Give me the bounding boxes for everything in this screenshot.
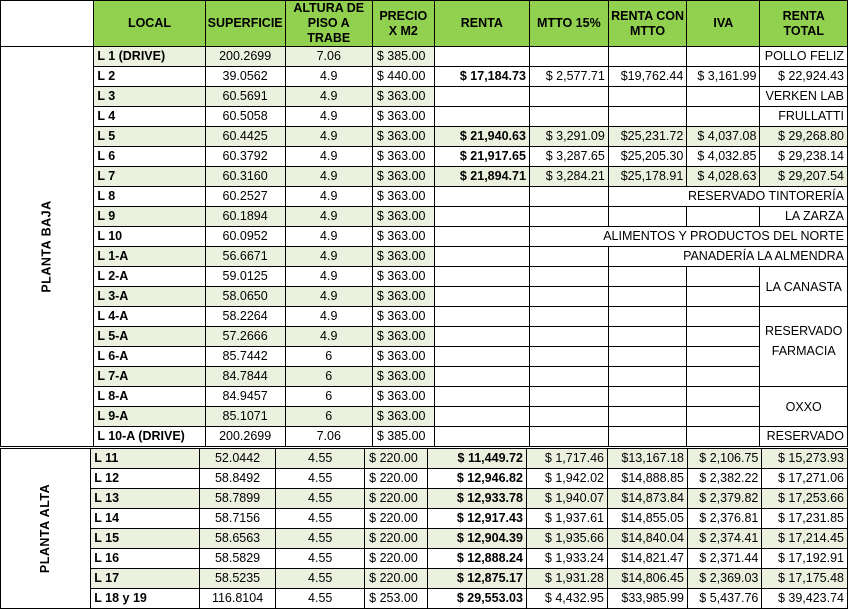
table-row — [1, 147, 848, 167]
header-corner — [1, 1, 94, 47]
iva-cell: $ 2,374.41 — [687, 529, 761, 549]
altura-cell: 4.55 — [276, 489, 365, 509]
precio-cell: $ 363.00 — [372, 327, 434, 347]
empty-cell — [434, 287, 529, 307]
altura-cell: 6 — [285, 407, 372, 427]
empty-cell — [434, 427, 529, 447]
empty-cell — [434, 407, 529, 427]
section-label-cell — [1, 449, 91, 609]
superficie-cell: 39.0562 — [205, 67, 285, 87]
table-row — [1, 449, 848, 469]
total-cell: $ 39,423.74 — [762, 589, 848, 609]
superficie-cell: 116.8104 — [199, 589, 275, 609]
precio-cell: $ 363.00 — [372, 207, 434, 227]
empty-cell — [434, 327, 529, 347]
table-row — [1, 207, 848, 227]
altura-cell: 6 — [285, 387, 372, 407]
table-row — [1, 589, 848, 609]
column-header: LOCAL — [94, 1, 205, 47]
altura-cell: 4.9 — [285, 327, 372, 347]
column-header: RENTA TOTAL — [760, 1, 848, 47]
altura-cell: 4.9 — [285, 147, 372, 167]
table-row — [1, 347, 848, 367]
mtto-cell: $ 1,942.02 — [526, 469, 607, 489]
precio-cell: $ 253.00 — [365, 589, 428, 609]
total-cell: $ 29,207.54 — [760, 167, 848, 187]
superficie-cell: 58.5235 — [199, 569, 275, 589]
empty-cell — [687, 407, 760, 427]
empty-cell — [529, 207, 608, 227]
empty-cell — [608, 407, 686, 427]
empty-cell — [434, 207, 529, 227]
local-cell: L 5-A — [94, 327, 205, 347]
empty-cell — [529, 287, 608, 307]
local-cell: L 2 — [94, 67, 205, 87]
altura-cell: 4.9 — [285, 127, 372, 147]
empty-cell — [687, 387, 760, 407]
altura-cell: 4.55 — [276, 469, 365, 489]
superficie-cell: 85.7442 — [205, 347, 285, 367]
renta-cell: $ 12,946.82 — [427, 469, 526, 489]
altura-cell: 4.9 — [285, 167, 372, 187]
empty-cell — [608, 347, 686, 367]
empty-cell — [687, 107, 760, 127]
renta-mtto-cell: $25,231.72 — [608, 127, 686, 147]
renta-cell: $ 12,875.17 — [427, 569, 526, 589]
local-cell: L 15 — [91, 529, 200, 549]
superficie-cell: 60.0952 — [205, 227, 285, 247]
precio-cell: $ 220.00 — [365, 509, 428, 529]
precio-cell: $ 220.00 — [365, 529, 428, 549]
table-row — [1, 307, 848, 327]
total-cell: $ 29,238.14 — [760, 147, 848, 167]
precio-cell: $ 363.00 — [372, 227, 434, 247]
renta-cell: $ 12,933.78 — [427, 489, 526, 509]
precio-cell: $ 363.00 — [372, 107, 434, 127]
tenant-cell: OXXO — [760, 387, 848, 427]
empty-cell — [687, 327, 760, 347]
altura-cell: 4.55 — [276, 589, 365, 609]
column-header: MTTO 15% — [529, 1, 608, 47]
iva-cell: $ 4,032.85 — [687, 147, 760, 167]
table-row — [1, 107, 848, 127]
local-cell: L 9-A — [94, 407, 205, 427]
table-row — [1, 227, 848, 247]
altura-cell: 4.9 — [285, 87, 372, 107]
superficie-cell: 85.1071 — [205, 407, 285, 427]
local-cell: L 17 — [91, 569, 200, 589]
mtto-cell: $ 1,933.24 — [526, 549, 607, 569]
empty-cell — [687, 87, 760, 107]
section-label: PLANTA ALTA — [38, 483, 53, 574]
empty-cell — [529, 107, 608, 127]
precio-cell: $ 363.00 — [372, 267, 434, 287]
superficie-cell: 57.2666 — [205, 327, 285, 347]
precio-cell: $ 220.00 — [365, 449, 428, 469]
precio-cell: $ 363.00 — [372, 147, 434, 167]
superficie-cell: 60.3792 — [205, 147, 285, 167]
superficie-cell: 58.6563 — [199, 529, 275, 549]
table-row — [1, 47, 848, 67]
altura-cell: 4.9 — [285, 247, 372, 267]
renta-cell: $ 17,184.73 — [434, 67, 529, 87]
empty-cell — [434, 307, 529, 327]
altura-cell: 4.9 — [285, 187, 372, 207]
renta-mtto-cell: $14,821.47 — [608, 549, 688, 569]
superficie-cell: 60.4425 — [205, 127, 285, 147]
renta-mtto-cell: $19,762.44 — [608, 67, 686, 87]
superficie-cell: 58.0650 — [205, 287, 285, 307]
precio-cell: $ 440.00 — [372, 67, 434, 87]
empty-cell — [434, 87, 529, 107]
altura-cell: 4.9 — [285, 307, 372, 327]
total-cell: $ 17,253.66 — [762, 489, 848, 509]
renta-cell: $ 12,888.24 — [427, 549, 526, 569]
precio-cell: $ 220.00 — [365, 549, 428, 569]
tenant-cell: ALIMENTOS Y PRODUCTOS DEL NORTE — [529, 227, 847, 247]
tenant-line: FARMACIA — [771, 344, 836, 358]
table-row — [1, 569, 848, 589]
empty-cell — [608, 427, 686, 447]
empty-cell — [434, 267, 529, 287]
local-cell: L 3-A — [94, 287, 205, 307]
planta-alta-table — [0, 448, 848, 609]
iva-cell: $ 4,028.63 — [687, 167, 760, 187]
renta-cell: $ 12,917.43 — [427, 509, 526, 529]
local-cell: L 7 — [94, 167, 205, 187]
empty-cell — [608, 307, 686, 327]
empty-cell — [687, 207, 760, 227]
empty-cell — [687, 287, 760, 307]
empty-cell — [434, 367, 529, 387]
table-row — [1, 489, 848, 509]
local-cell: L 8 — [94, 187, 205, 207]
total-cell: $ 15,273.93 — [762, 449, 848, 469]
superficie-cell: 84.9457 — [205, 387, 285, 407]
iva-cell: $ 2,382.22 — [687, 469, 761, 489]
empty-cell — [434, 347, 529, 367]
mtto-cell: $ 1,937.61 — [526, 509, 607, 529]
superficie-cell: 60.3160 — [205, 167, 285, 187]
tenant-line: RESERVADO — [765, 324, 843, 338]
mtto-cell: $ 1,717.46 — [526, 449, 607, 469]
superficie-cell: 60.5691 — [205, 87, 285, 107]
empty-cell — [529, 347, 608, 367]
empty-cell — [529, 327, 608, 347]
precio-cell: $ 363.00 — [372, 367, 434, 387]
local-cell: L 7-A — [94, 367, 205, 387]
tenant-cell: LA ZARZA — [760, 207, 848, 227]
tenant-cell: FRULLATTI — [760, 107, 848, 127]
header-row — [1, 1, 848, 47]
iva-cell: $ 2,106.75 — [687, 449, 761, 469]
empty-cell — [608, 287, 686, 307]
mtto-cell: $ 1,935.66 — [526, 529, 607, 549]
altura-cell: 4.55 — [276, 549, 365, 569]
renta-mtto-cell: $14,840.04 — [608, 529, 688, 549]
empty-cell — [529, 387, 608, 407]
local-cell: L 4-A — [94, 307, 205, 327]
empty-cell — [529, 47, 608, 67]
empty-cell — [529, 367, 608, 387]
table-row — [1, 187, 848, 207]
altura-cell: 4.55 — [276, 569, 365, 589]
altura-cell: 4.55 — [276, 449, 365, 469]
renta-mtto-cell: $25,205.30 — [608, 147, 686, 167]
column-header: IVA — [687, 1, 760, 47]
renta-mtto-cell: $25,178.91 — [608, 167, 686, 187]
iva-cell: $ 5,437.76 — [687, 589, 761, 609]
total-cell: $ 29,268.80 — [760, 127, 848, 147]
table-row — [1, 167, 848, 187]
empty-cell — [529, 187, 608, 207]
precio-cell: $ 363.00 — [372, 127, 434, 147]
total-cell: $ 17,214.45 — [762, 529, 848, 549]
local-cell: L 6-A — [94, 347, 205, 367]
precio-cell: $ 363.00 — [372, 347, 434, 367]
total-cell: $ 17,192.91 — [762, 549, 848, 569]
altura-cell: 4.55 — [276, 529, 365, 549]
empty-cell — [529, 427, 608, 447]
table-row — [1, 549, 848, 569]
empty-cell — [434, 187, 529, 207]
mtto-cell: $ 3,284.21 — [529, 167, 608, 187]
mtto-cell: $ 2,577.71 — [529, 67, 608, 87]
altura-cell: 4.9 — [285, 107, 372, 127]
section-label: PLANTA BAJA — [39, 200, 54, 293]
empty-cell — [529, 267, 608, 287]
renta-mtto-cell: $14,806.45 — [608, 569, 688, 589]
empty-cell — [687, 347, 760, 367]
altura-cell: 4.9 — [285, 267, 372, 287]
renta-mtto-cell: $14,873.84 — [608, 489, 688, 509]
table-row — [1, 529, 848, 549]
empty-cell — [529, 407, 608, 427]
iva-cell: $ 3,161.99 — [687, 67, 760, 87]
renta-cell: $ 21,917.65 — [434, 147, 529, 167]
table-row — [1, 387, 848, 407]
empty-cell — [434, 107, 529, 127]
mtto-cell: $ 4,432.95 — [526, 589, 607, 609]
empty-cell — [434, 227, 529, 247]
renta-cell: $ 21,940.63 — [434, 127, 529, 147]
column-header: RENTA CON MTTO — [608, 1, 686, 47]
empty-cell — [608, 207, 686, 227]
local-cell: L 2-A — [94, 267, 205, 287]
renta-cell: $ 29,553.03 — [427, 589, 526, 609]
local-cell: L 3 — [94, 87, 205, 107]
precio-cell: $ 363.00 — [372, 307, 434, 327]
superficie-cell: 200.2699 — [205, 47, 285, 67]
total-cell: $ 22,924.43 — [760, 67, 848, 87]
local-cell: L 5 — [94, 127, 205, 147]
local-cell: L 6 — [94, 147, 205, 167]
table-row — [1, 469, 848, 489]
empty-cell — [529, 247, 608, 267]
superficie-cell: 56.6671 — [205, 247, 285, 267]
precio-cell: $ 363.00 — [372, 247, 434, 267]
empty-cell — [608, 267, 686, 287]
superficie-cell: 58.2264 — [205, 307, 285, 327]
mtto-cell: $ 3,291.09 — [529, 127, 608, 147]
empty-cell — [529, 307, 608, 327]
altura-cell: 4.55 — [276, 509, 365, 529]
tenant-cell: PANADERÍA LA ALMENDRA — [608, 247, 847, 267]
table-row — [1, 87, 848, 107]
total-cell: $ 17,175.48 — [762, 569, 848, 589]
local-cell: L 4 — [94, 107, 205, 127]
empty-cell — [608, 87, 686, 107]
empty-cell — [608, 367, 686, 387]
altura-cell: 4.9 — [285, 207, 372, 227]
superficie-cell: 58.8492 — [199, 469, 275, 489]
tenant-cell — [760, 307, 848, 387]
table-row — [1, 427, 848, 447]
renta-mtto-cell: $14,888.85 — [608, 469, 688, 489]
renta-mtto-cell: $14,855.05 — [608, 509, 688, 529]
table-row — [1, 247, 848, 267]
superficie-cell: 60.2527 — [205, 187, 285, 207]
superficie-cell: 59.0125 — [205, 267, 285, 287]
local-cell: L 10 — [94, 227, 205, 247]
superficie-cell: 52.0442 — [199, 449, 275, 469]
column-header: ALTURA DE PISO A TRABE — [285, 1, 372, 47]
superficie-cell: 58.5829 — [199, 549, 275, 569]
table-row — [1, 509, 848, 529]
renta-mtto-cell: $13,167.18 — [608, 449, 688, 469]
table-row — [1, 287, 848, 307]
altura-cell: 7.06 — [285, 427, 372, 447]
altura-cell: 7.06 — [285, 47, 372, 67]
local-cell: L 10-A (DRIVE) — [94, 427, 205, 447]
column-header: PRECIO X M2 — [372, 1, 434, 47]
tenant-cell: POLLO FELIZ — [760, 47, 848, 67]
superficie-cell: 84.7844 — [205, 367, 285, 387]
precio-cell: $ 385.00 — [372, 47, 434, 67]
local-cell: L 1-A — [94, 247, 205, 267]
empty-cell — [687, 427, 760, 447]
mtto-cell: $ 1,931.28 — [526, 569, 607, 589]
iva-cell: $ 2,371.44 — [687, 549, 761, 569]
tenant-cell: RESERVADO TINTORERÍA — [608, 187, 847, 207]
section-label-cell — [1, 47, 94, 447]
altura-cell: 4.9 — [285, 67, 372, 87]
precio-cell: $ 385.00 — [372, 427, 434, 447]
superficie-cell: 60.5058 — [205, 107, 285, 127]
local-cell: L 12 — [91, 469, 200, 489]
precio-cell: $ 220.00 — [365, 569, 428, 589]
altura-cell: 4.9 — [285, 227, 372, 247]
empty-cell — [687, 47, 760, 67]
precio-cell: $ 363.00 — [372, 87, 434, 107]
superficie-cell: 58.7899 — [199, 489, 275, 509]
local-cell: L 14 — [91, 509, 200, 529]
tenant-cell: LA CANASTA — [760, 267, 848, 307]
renta-cell: $ 11,449.72 — [427, 449, 526, 469]
precio-cell: $ 220.00 — [365, 469, 428, 489]
table-row — [1, 267, 848, 287]
precio-cell: $ 363.00 — [372, 387, 434, 407]
iva-cell: $ 2,379.82 — [687, 489, 761, 509]
column-header: SUPERFICIE — [205, 1, 285, 47]
empty-cell — [608, 47, 686, 67]
total-cell: $ 17,271.06 — [762, 469, 848, 489]
precio-cell: $ 363.00 — [372, 167, 434, 187]
table-row — [1, 127, 848, 147]
altura-cell: 4.9 — [285, 287, 372, 307]
table-row — [1, 67, 848, 87]
iva-cell: $ 4,037.08 — [687, 127, 760, 147]
empty-cell — [608, 387, 686, 407]
empty-cell — [434, 387, 529, 407]
tenant-cell: RESERVADO — [760, 427, 848, 447]
local-cell: L 8-A — [94, 387, 205, 407]
precio-cell: $ 363.00 — [372, 287, 434, 307]
mtto-cell: $ 1,940.07 — [526, 489, 607, 509]
renta-mtto-cell: $33,985.99 — [608, 589, 688, 609]
column-header: RENTA — [434, 1, 529, 47]
tenant-cell: VERKEN LAB — [760, 87, 848, 107]
iva-cell: $ 2,376.81 — [687, 509, 761, 529]
altura-cell: 6 — [285, 347, 372, 367]
table-row — [1, 367, 848, 387]
superficie-cell: 200.2699 — [205, 427, 285, 447]
total-cell: $ 17,231.85 — [762, 509, 848, 529]
local-cell: L 9 — [94, 207, 205, 227]
empty-cell — [608, 107, 686, 127]
local-cell: L 11 — [91, 449, 200, 469]
empty-cell — [687, 267, 760, 287]
empty-cell — [434, 247, 529, 267]
renta-cell: $ 12,904.39 — [427, 529, 526, 549]
renta-cell: $ 21,894.71 — [434, 167, 529, 187]
local-cell: L 13 — [91, 489, 200, 509]
altura-cell: 6 — [285, 367, 372, 387]
table-row — [1, 327, 848, 347]
empty-cell — [687, 307, 760, 327]
empty-cell — [608, 327, 686, 347]
mtto-cell: $ 3,287.65 — [529, 147, 608, 167]
precio-cell: $ 363.00 — [372, 407, 434, 427]
precio-cell: $ 220.00 — [365, 489, 428, 509]
table-row — [1, 407, 848, 427]
local-cell: L 18 y 19 — [91, 589, 200, 609]
superficie-cell: 60.1894 — [205, 207, 285, 227]
superficie-cell: 58.7156 — [199, 509, 275, 529]
precio-cell: $ 363.00 — [372, 187, 434, 207]
local-cell: L 1 (DRIVE) — [94, 47, 205, 67]
local-cell: L 16 — [91, 549, 200, 569]
empty-cell — [529, 87, 608, 107]
empty-cell — [434, 47, 529, 67]
iva-cell: $ 2,369.03 — [687, 569, 761, 589]
empty-cell — [687, 367, 760, 387]
